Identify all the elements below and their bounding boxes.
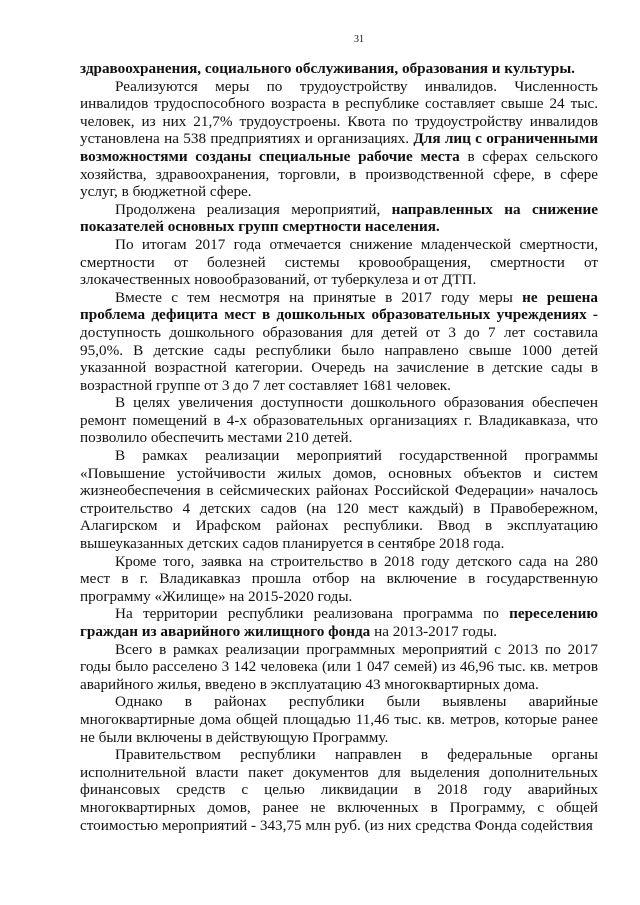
text-run: На территории республики реализована программа по xyxy=(115,605,510,623)
text-run: Всего в рамках реализации программных мероприятий с 2013 по 2017 годы было расселено 3 142 человека (или 1 047 семей) из 46,96 тыс. кв. метров аварийного жилья, введено в эксплуатацию 43 многоквартирных дома. xyxy=(80,640,598,693)
text-run: Однако в районах республики были выявлены аварийные многоквартирные дома общей площадью 11,46 тыс. кв. метров, которые ранее не были включены в действующую Программу. xyxy=(80,693,598,746)
paragraph xyxy=(80,641,598,694)
text-run: Реализуются меры по трудоустройству инвалидов. Численность инвалидов трудоспособного возраста в республике составляет свыше 24 тыс. человек, из них 21,7% трудоустроены. Квота по трудоустройству инвалидов установлена на 538 предприятиях и организациях. xyxy=(80,77,598,148)
paragraph xyxy=(80,447,598,553)
text-run: в сферах сельского хозяйства, здравоохранения, торговли, в производственной сфере, в сфере услуг, в бюджетной сфере. xyxy=(80,147,598,201)
text-run: Правительством республики направлен в федеральные органы исполнительной власти пакет документов для выделения дополнительных финансовых средств с целью ликвидации в 2018 году аварийных многоквартирных домов, ранее не включенных в Программу, с общей стоимостью мероприятий - 343,75 млн руб. (из них средства Фонда содействия xyxy=(80,746,598,834)
text-run: В рамках реализации мероприятий государственной программы «Повышение устойчивости жилых домов, основных объектов и систем жизнеобеспечения в сейсмических районах Российской Федерации» началось строительство 4 детских садов (на 120 мест каждый) в Правобережном, Алагирском и Ирафском районах республики. Ввод в эксплуатацию вышеуказанных детских садов планируется в сентябре 2018 года. xyxy=(80,447,598,553)
paragraph xyxy=(80,394,598,447)
bold-text-run: переселению граждан из аварийного жилищного фонда xyxy=(80,605,598,640)
paragraph xyxy=(80,693,598,746)
paragraph xyxy=(80,605,598,640)
text-run: Продолжена реализация мероприятий, xyxy=(115,200,392,218)
bold-text-run: здравоохранения, социального обслуживания, образования и культуры. xyxy=(80,60,575,77)
text-run: на 2013-2017 годы. xyxy=(370,623,498,640)
paragraph xyxy=(80,201,598,236)
text-run: доступность дошкольного образования для детей от 3 до 7 лет составила 95,0%. В детские сады республики было направлено свыше 1000 детей указанной возрастной категории. Очередь на зачисление в детские сады в возрастной группе от 3 до 7 лет составляет 1681 человек. xyxy=(80,323,598,394)
paragraph xyxy=(80,78,598,201)
page-number: 31 xyxy=(354,34,364,45)
paragraph xyxy=(80,236,598,289)
text-run: Кроме того, заявка на строительство в 2018 году детского сада на 280 мест в г. Владикавказ прошла отбор на включение в государственную программу «Жилище» на 2015-2020 годы. xyxy=(80,552,598,605)
paragraph xyxy=(80,289,598,395)
paragraph xyxy=(80,60,598,78)
bold-text-run: направленных на снижение показателей основных групп смертности населения. xyxy=(80,200,598,236)
document-body xyxy=(80,60,598,834)
text-run: В целях увеличения доступности дошкольного образования обеспечен ремонт помещений в 4-х образовательных организациях г. Владикавказа, что позволило обеспечить местами 210 детей. xyxy=(80,394,598,447)
text-run: Вместе с тем несмотря на принятые в 2017 году меры xyxy=(115,288,523,306)
bold-text-run: Для лиц с ограниченными возможностями созданы специальные рабочие места xyxy=(80,130,598,165)
paragraph xyxy=(80,746,598,834)
paragraph xyxy=(80,553,598,606)
text-run: По итогам 2017 года отмечается снижение младенческой смертности, смертности от болезней системы кровообращения, смертности от злокачественных новообразований, от туберкулеза и от ДТП. xyxy=(80,235,598,289)
bold-text-run: не решена проблема дефицита мест в дошкольных образовательных учреждениях - xyxy=(80,288,598,324)
